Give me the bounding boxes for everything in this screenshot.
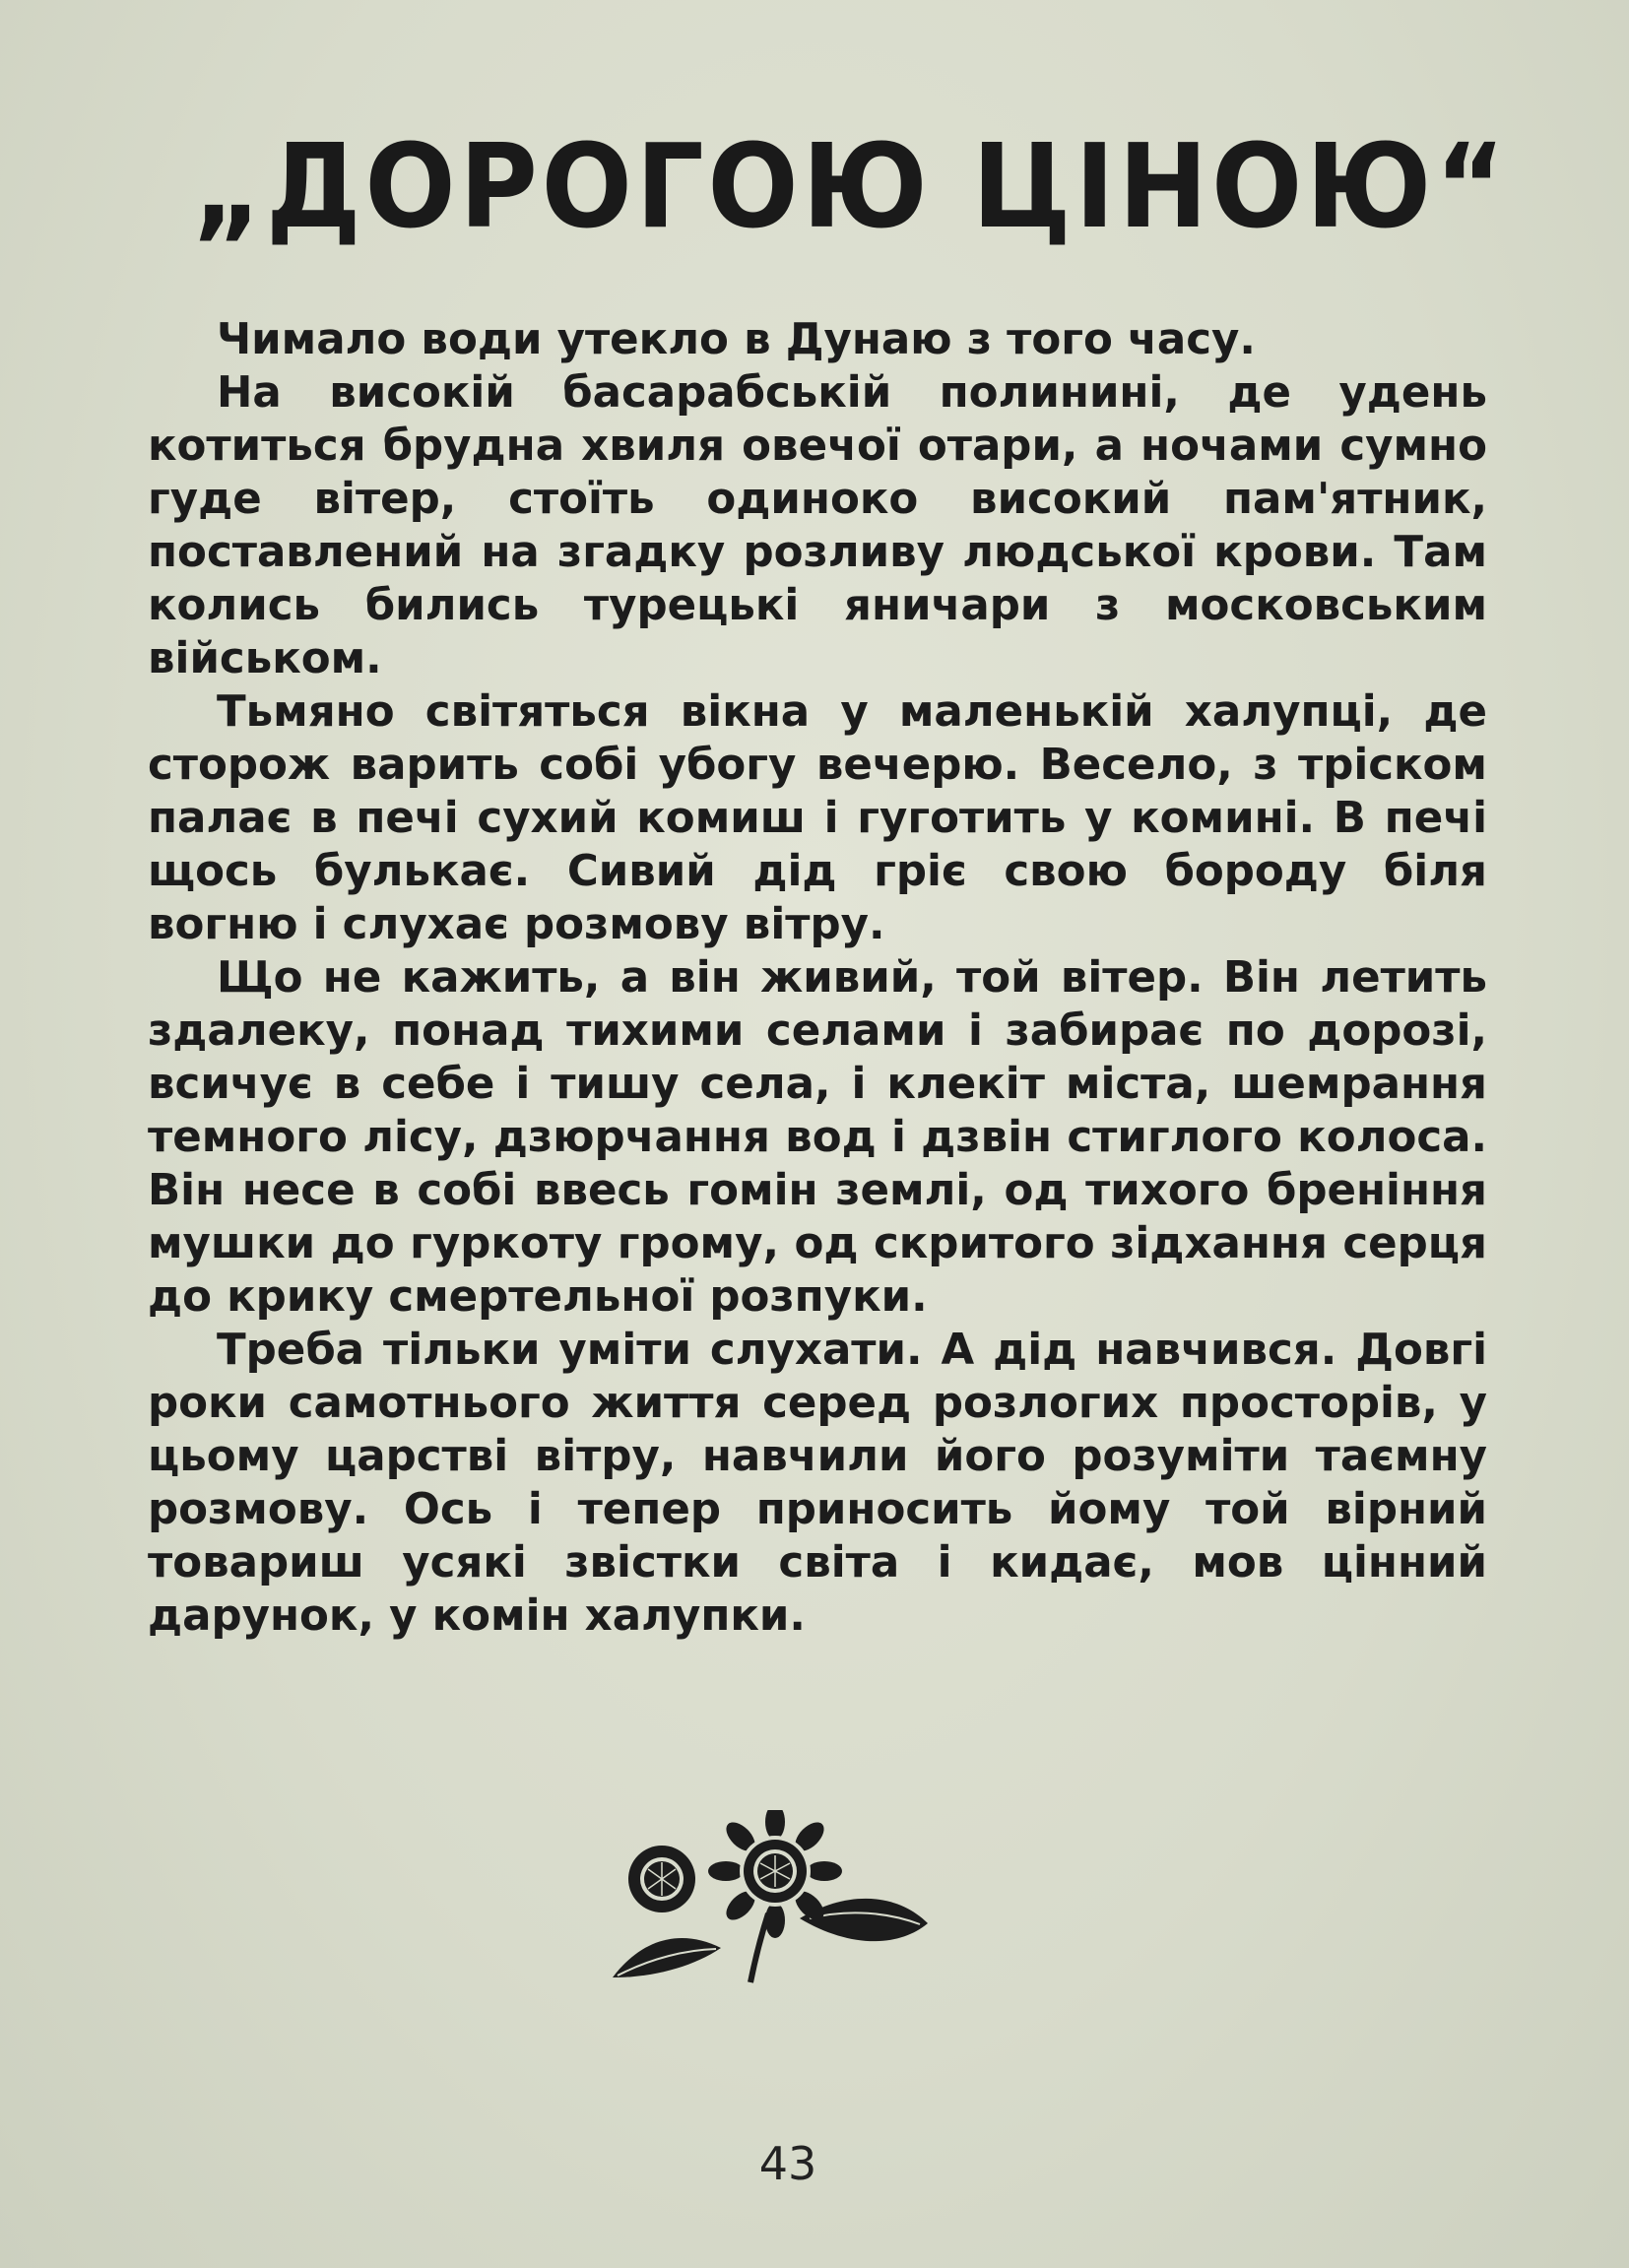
paragraph-1: Чимало води утекло в Дунаю з того часу. — [217, 315, 1256, 364]
chapter-title: „ДОРОГОЮ ЦІНОЮ“ — [192, 118, 1510, 254]
paragraph-3: Тьмяно світяться вікна у маленькій халупці, де сторож варить собі убогу вечерю. Весело, з тріском палає в печі сухий комиш і гуготить у комині. В печі щось булькає. Сивий дід гріє свою бороду біля вогню і слухає розмову вітру. — [148, 687, 1487, 949]
paragraph-4: Що не кажить, а він живий, той вітер. Він летить здалеку, понад тихими селами і забирає по дорозі, всичує в себе і тишу села, і клекіт міста, шемрання темного лісу, дзюрчання вод і дзвін стиглого колоса. Він несе в собі ввесь гомін землі, од тихого бреніння мушки до гуркоту грому, од скритого зідхання серця до крику смертельної розпуки. — [148, 953, 1487, 1322]
paragraph-2: На високій басарабській полинині, де удень котиться брудна хвиля овечої отари, а ночами сумно гуде вітер, стоїть одиноко високий пам'ятник, поставлений на згадку розливу людської крови. Там колись бились турецькі яничари з московським військом. — [148, 368, 1487, 683]
paragraph-5: Треба тільки уміти слухати. А дід навчився. Довгі роки самотнього життя серед розлогих просторів, у цьому царстві вітру, навчили його розуміти таємну розмову. Ось і тепер приносить йому той вірний товариш усякі звістки світа і кидає, мов цінний дарунок, у комін халупки. — [148, 1326, 1487, 1641]
page-number: 43 — [758, 2137, 817, 2190]
sunflower-ornament-icon — [603, 1810, 938, 1987]
body-text — [148, 313, 1487, 1643]
